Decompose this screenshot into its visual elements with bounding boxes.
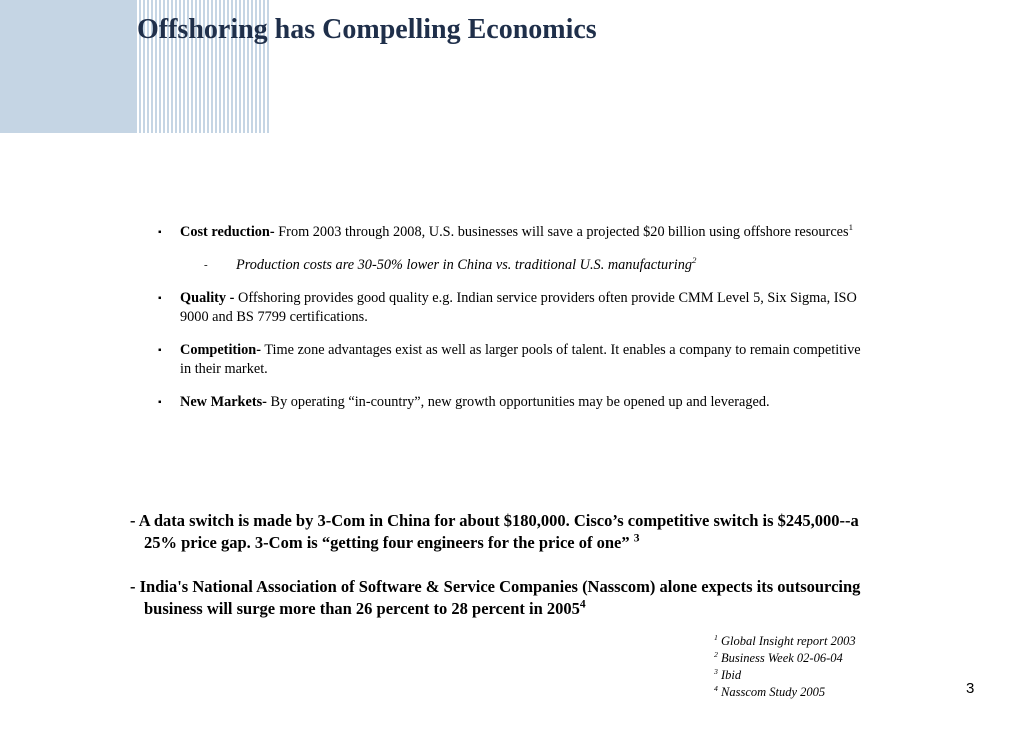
footnote-ref: 1 — [848, 222, 854, 233]
footnote-item — [714, 633, 856, 650]
paragraph-text: - A data switch is made by 3-Com in China for about $180,000. Cisco’s competitive switch is $245,000--a 25% price gap. 3-Com is “getting four engineers for the price of one” — [130, 511, 859, 552]
bullet-label: Cost reduction- — [180, 224, 275, 240]
corner-decoration-solid — [0, 0, 135, 133]
bullet-square-icon: ▪ — [158, 293, 162, 304]
footnotes — [714, 633, 856, 701]
footnote-item — [714, 650, 856, 667]
footnote-ref: 3 — [633, 532, 640, 545]
footnote-ref: 2 — [692, 255, 697, 266]
bullet-text: By operating “in-country”, new growth opportunities may be opened up and leveraged. — [266, 394, 770, 410]
footnote-number: 2 — [714, 649, 718, 659]
bullet-square-icon: ▪ — [158, 397, 162, 408]
bullet-label: Quality - — [180, 290, 235, 306]
bullet-quality — [158, 289, 870, 327]
bullet-cost-reduction — [158, 223, 870, 242]
bullet-label: Competition- — [180, 342, 262, 358]
footnote-number: 3 — [714, 666, 718, 676]
slide-title: Offshoring has Compelling Economics — [137, 14, 597, 45]
footnote-text: Nasscom Study 2005 — [721, 685, 826, 699]
footnote-text: Global Insight report 2003 — [721, 634, 856, 648]
sub-bullet-dash-icon: - — [204, 259, 208, 271]
paragraph-3com — [130, 510, 875, 554]
footnote-text: Business Week 02-06-04 — [721, 651, 843, 665]
bullet-square-icon: ▪ — [158, 345, 162, 356]
bullet-text: From 2003 through 2008, U.S. businesses will save a projected $20 billion using offshore resources — [274, 224, 849, 240]
page-number: 3 — [966, 680, 975, 697]
bullet-list — [158, 223, 870, 426]
footnote-ref: 4 — [579, 598, 586, 611]
bullet-label: New Markets- — [180, 394, 267, 410]
paragraph-nasscom — [130, 576, 875, 620]
bullet-text: Time zone advantages exist as well as larger pools of talent. It enables a company to remain competitive in their market. — [180, 342, 861, 377]
example-paragraphs — [130, 510, 875, 642]
footnote-number: 4 — [714, 683, 718, 693]
sub-bullet-production-costs — [158, 256, 870, 275]
footnote-text: Ibid — [721, 668, 742, 682]
bullet-new-markets — [158, 393, 870, 412]
bullet-competition — [158, 341, 870, 379]
footnote-item — [714, 684, 856, 701]
sub-bullet-text: Production costs are 30-50% lower in China vs. traditional U.S. manufacturing — [236, 257, 693, 273]
footnote-item — [714, 667, 856, 684]
bullet-text: Offshoring provides good quality e.g. Indian service providers often provide CMM Level 5, Six Sigma, ISO 9000 and BS 7799 certifications. — [180, 290, 857, 325]
paragraph-text: - India's National Association of Software & Service Companies (Nasscom) alone expects its outsourcing business will surge more than 26 percent to 28 percent in 2005 — [130, 577, 861, 618]
footnote-number: 1 — [714, 632, 718, 642]
bullet-square-icon: ▪ — [158, 227, 162, 238]
